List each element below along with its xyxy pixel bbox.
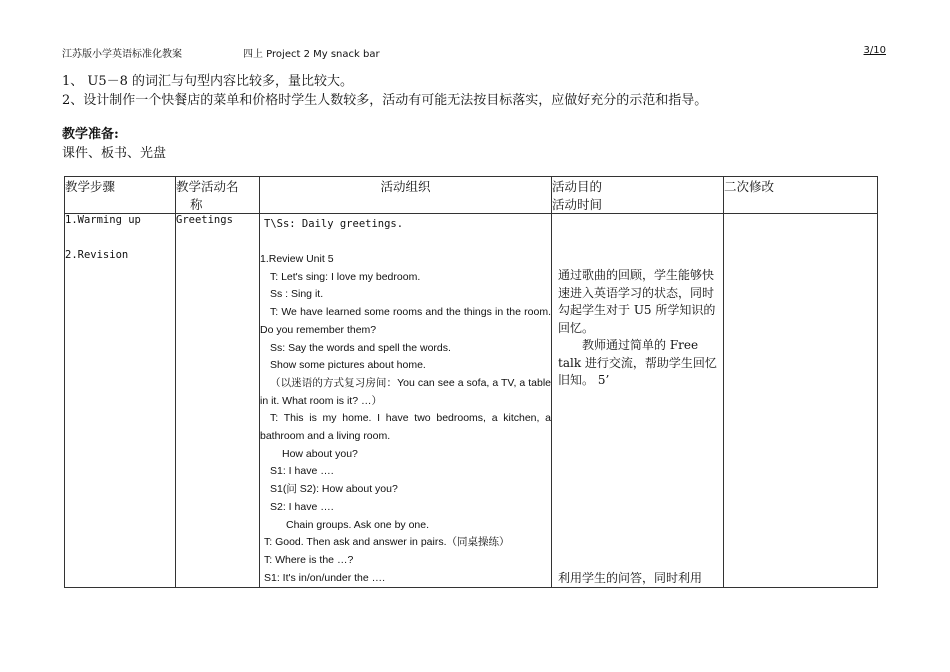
table-header-row — [65, 177, 878, 214]
header-steps: 教学步骤 — [65, 177, 176, 214]
note-1: 1、 U5－8 的词汇与句型内容比较多，量比较大。 — [62, 74, 354, 89]
revision-cell — [724, 214, 878, 588]
org-line: T: Let's sing: I love my bedroom. — [270, 270, 421, 283]
org-line: Ss: Say the words and spell the words. — [270, 341, 451, 354]
org-line: （以迷语的方式复习房间：You can see a sofa, a TV, a table in it. What room is it? …） — [260, 376, 551, 407]
org-line: S1: I have …. — [270, 465, 334, 478]
page-number: 3/10 — [863, 45, 886, 56]
org-line: S1: It's in/on/under the …. — [264, 571, 386, 584]
steps-cell — [65, 214, 176, 588]
org-line: S1(问 S2): How about you? — [270, 483, 398, 496]
header-organization: 活动组织 — [260, 177, 552, 214]
header-purpose-time: 活动目的 活动时间 — [552, 177, 724, 214]
purpose-cell — [552, 214, 724, 588]
org-line: T: Good. Then ask and answer in pairs.（同桌操练） — [264, 536, 510, 549]
table-row — [65, 214, 878, 588]
step-warming-up: 1.Warming up — [65, 214, 141, 226]
activity-greetings: Greetings — [176, 214, 233, 226]
org-line: S2: I have …. — [270, 500, 334, 513]
header-lesson-title: 四上 Project 2 My snack bar — [243, 49, 380, 60]
header-revision: 二次修改 — [724, 177, 878, 214]
org-line: Ss : Sing it. — [270, 288, 324, 301]
org-line: T: We have learned some rooms and the things in the room. Do you remember them? — [260, 306, 551, 336]
purpose-text: 利用学生的问答，同时利用 — [558, 571, 703, 585]
activity-cell — [176, 214, 260, 588]
prep-content: 课件、板书、光盘 — [62, 146, 167, 161]
org-line: Show some pictures about home. — [270, 359, 426, 372]
organization-cell — [260, 214, 552, 588]
prep-title: 教学准备: — [62, 127, 119, 142]
org-line: Chain groups. Ask one by one. — [286, 518, 430, 531]
purpose-text: 教师通过简单的 Free talk 进行交流，帮助学生回忆旧知。 5’ — [558, 338, 717, 387]
lesson-plan-table — [64, 176, 878, 588]
note-2: 2、设计制作一个快餐店的菜单和价格时学生人数较多，活动有可能无法按目标落实，应做好充分的示范和指导。 — [62, 93, 708, 108]
org-review-title: 1.Review Unit 5 — [260, 253, 334, 265]
org-line: T: This is my home. I have two bedrooms, a kitchen, a bathroom and a living room. — [260, 412, 551, 443]
header-doc-title: 江苏版小学英语标准化教案 — [62, 49, 182, 60]
org-greeting: T\Ss: Daily greetings. — [264, 218, 404, 230]
org-line: How about you? — [282, 447, 358, 460]
org-line: T: Where is the …? — [264, 553, 354, 566]
header-activity-name: 教学活动名 称 — [176, 177, 260, 214]
purpose-text: 通过歌曲的回顾，学生能够快速进入英语学习的状态，同时勾起学生对于 U5 所学知识的回忆。 — [558, 268, 716, 335]
step-revision: 2.Revision — [65, 249, 129, 261]
